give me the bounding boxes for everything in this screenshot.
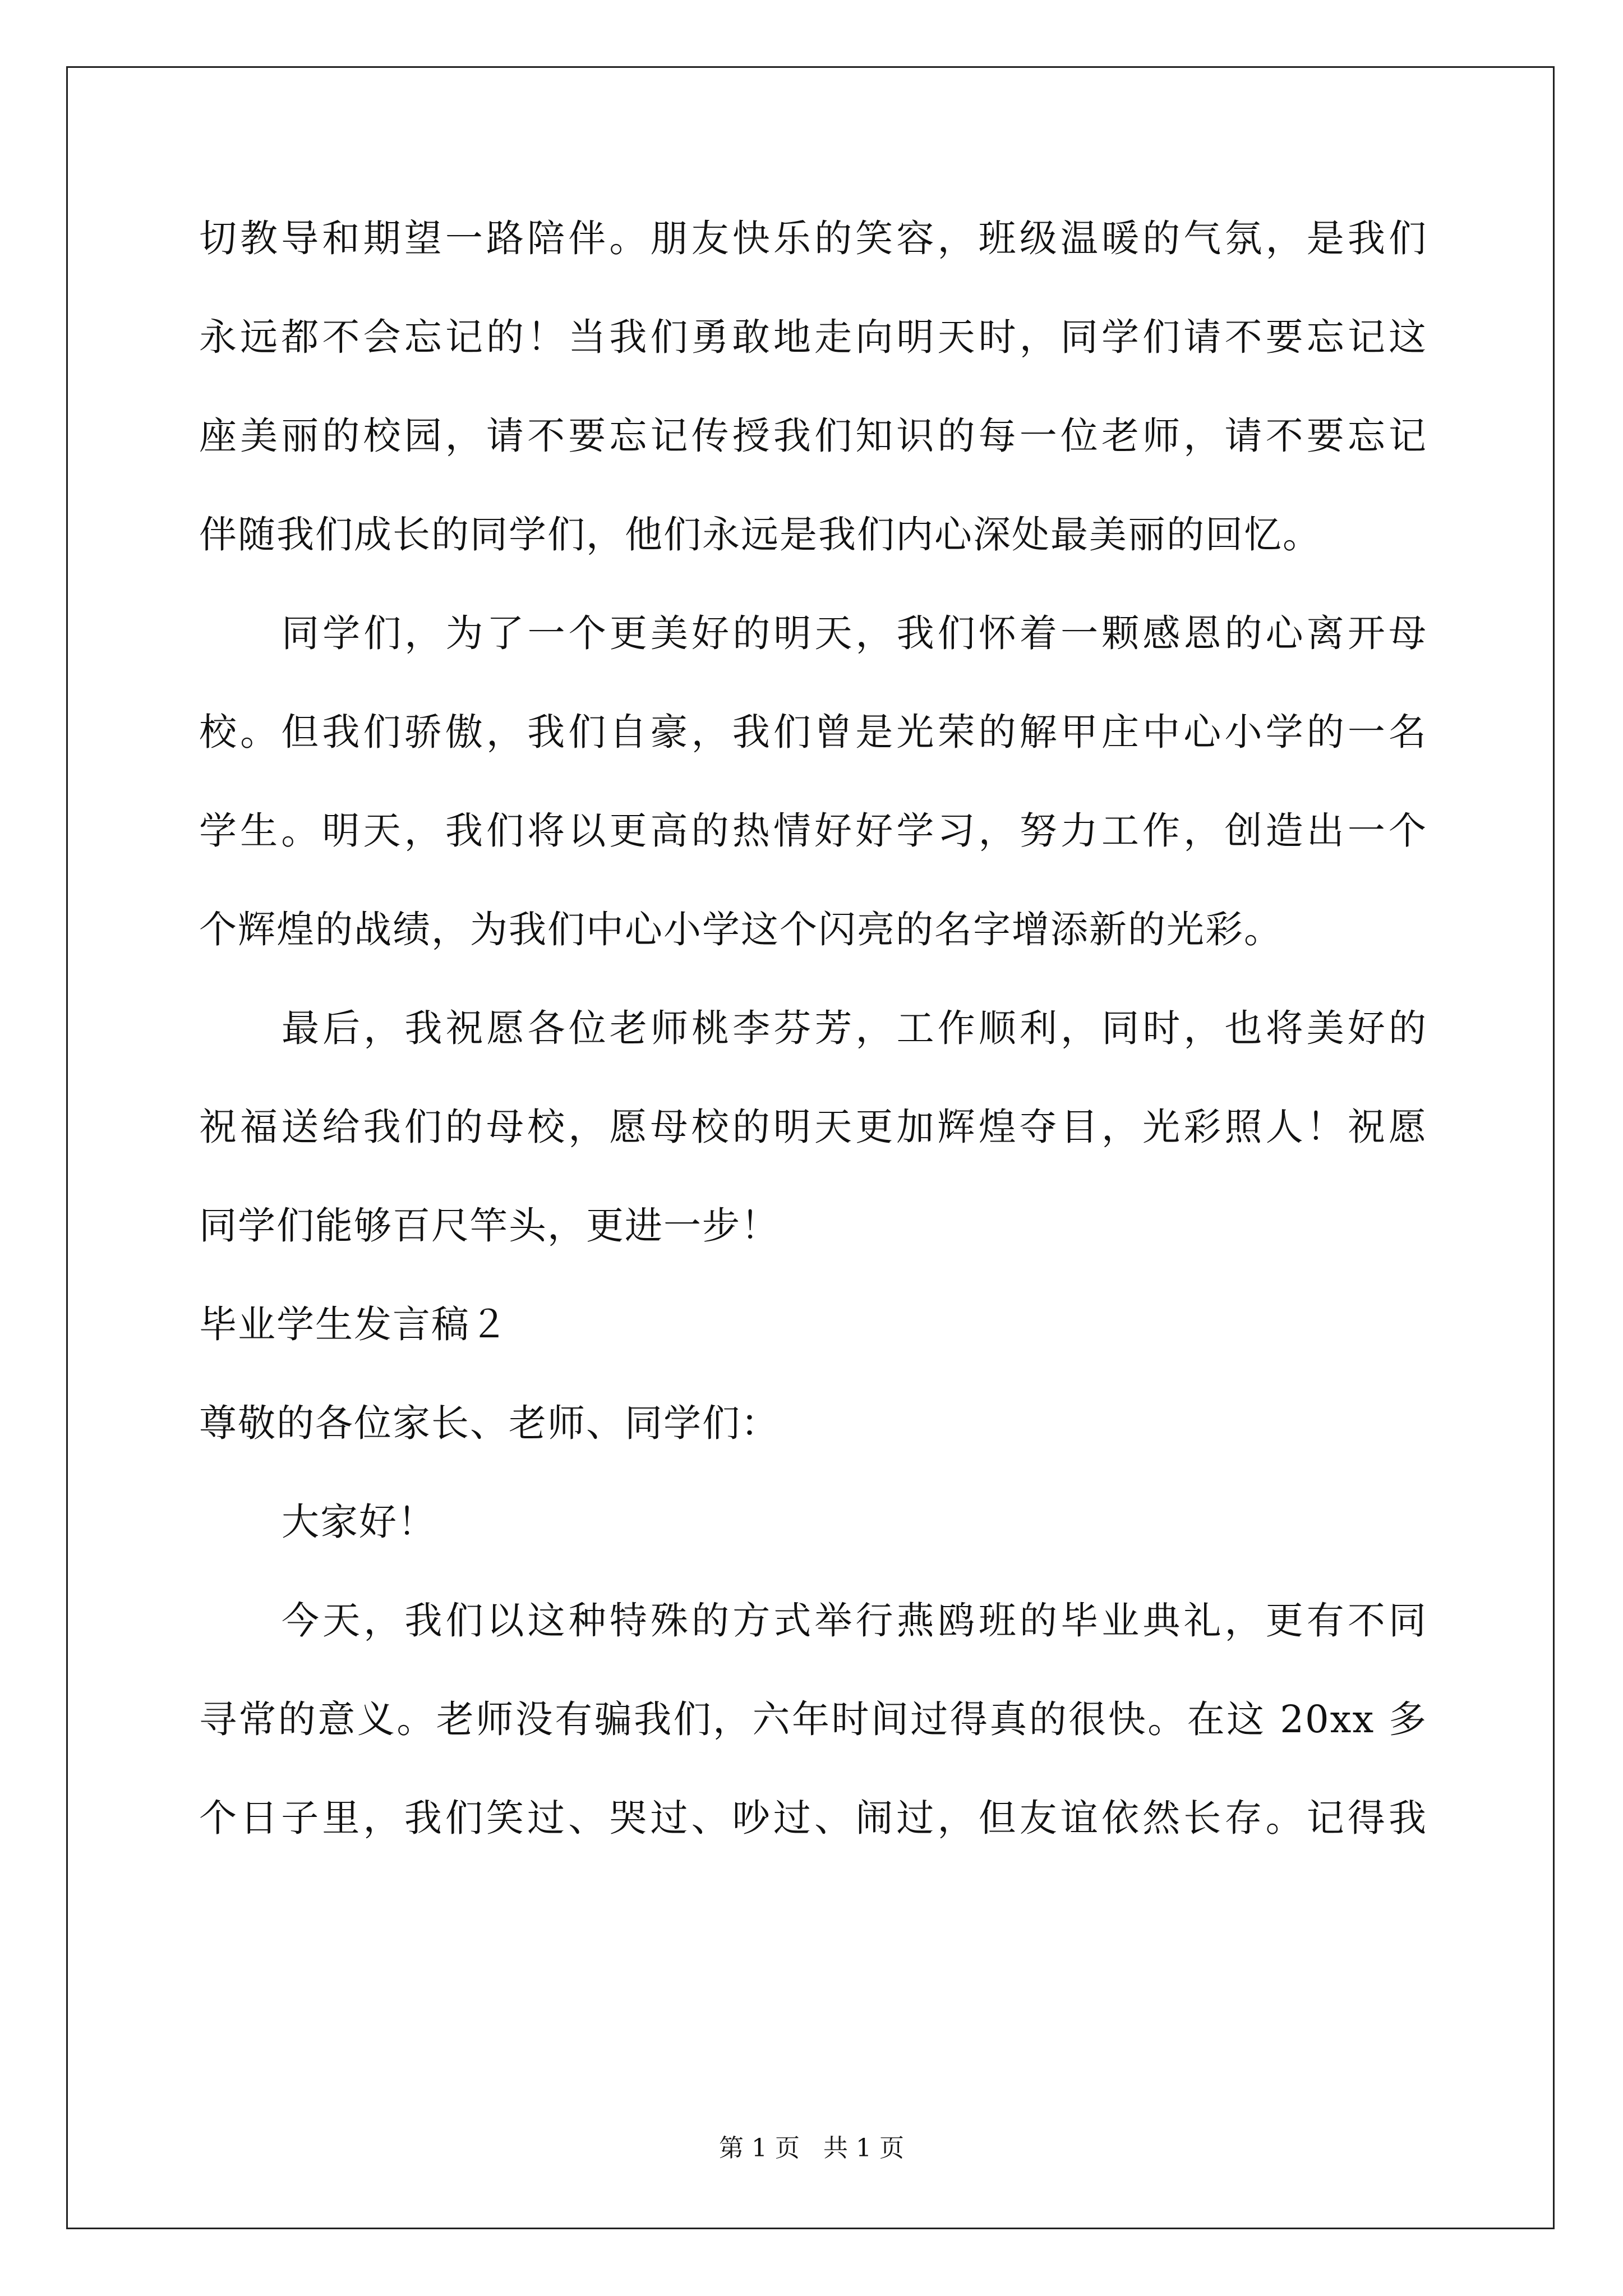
text-line: 祝福送给我们的母校，愿母校的明天更加辉煌夺目，光彩照人！祝愿: [199, 1105, 1427, 1149]
greeting: 大家好！: [282, 1500, 436, 1544]
salutation: 尊敬的各位家长、老师、同学们：: [199, 1401, 780, 1445]
paragraph-start-line: 最后，我祝愿各位老师桃李芬芳，工作顺利，同时，也将美好的: [282, 1006, 1427, 1050]
paragraph-start-line: 同学们，为了一个更美好的明天，我们怀着一颗感恩的心离开母: [282, 611, 1427, 655]
text-line: 个日子里，我们笑过、哭过、吵过、闹过，但友谊依然长存。记得我: [199, 1796, 1427, 1840]
section-heading: 毕业学生发言稿２: [199, 1303, 509, 1346]
text-line: 座美丽的校园，请不要忘记传授我们知识的每一位老师，请不要忘记: [199, 414, 1427, 458]
text-line: 切教导和期望一路陪伴。朋友快乐的笑容，班级温暖的气氛，是我们: [199, 217, 1427, 260]
text-line: 学生。明天，我们将以更高的热情好好学习，努力工作，创造出一个: [199, 809, 1427, 853]
text-line: 同学们能够百尺竿头，更进一步！: [199, 1204, 780, 1248]
page-number-footer: 第 1 页 共 1 页: [719, 2134, 904, 2162]
text-line: 伴随我们成长的同学们，他们永远是我们内心深处最美丽的回忆。: [199, 513, 1321, 556]
text-line: 个辉煌的战绩，为我们中心小学这个闪亮的名字增添新的光彩。: [199, 908, 1283, 951]
text-line: 校。但我们骄傲，我们自豪，我们曾是光荣的解甲庄中心小学的一名: [199, 710, 1427, 754]
text-line: 永远都不会忘记的！当我们勇敢地走向明天时，同学们请不要忘记这: [199, 315, 1427, 359]
text-line: 寻常的意义。老师没有骗我们，六年时间过得真的很快。在这 20xx 多: [199, 1697, 1427, 1741]
paragraph-start-line: 今天，我们以这种特殊的方式举行燕鸥班的毕业典礼，更有不同: [282, 1599, 1427, 1642]
